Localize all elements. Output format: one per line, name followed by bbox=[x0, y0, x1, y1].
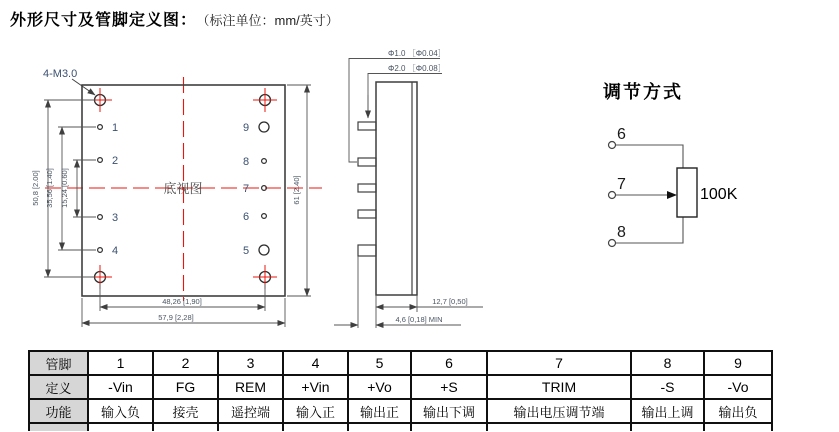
clipped-cell bbox=[631, 423, 704, 431]
pin-2-label: 2 bbox=[112, 155, 119, 167]
clipped-cell bbox=[348, 423, 411, 431]
pin-function-cell: 输出正 bbox=[348, 399, 411, 423]
page-title: 外形尺寸及管脚定义图： bbox=[10, 12, 198, 29]
pin-4-label: 4 bbox=[112, 245, 119, 257]
pin-number-cell: 2 bbox=[153, 351, 218, 375]
terminal-8-label: 8 bbox=[617, 224, 626, 241]
page-header bbox=[10, 7, 339, 30]
clipped-cell bbox=[411, 423, 487, 431]
terminal-6-label: 6 bbox=[617, 126, 626, 143]
pin-definition-cell: +S bbox=[411, 375, 487, 399]
pin-definition-cell: -S bbox=[631, 375, 704, 399]
dim-height-pins: 35,56 [1.40] bbox=[45, 168, 54, 208]
pin-6-label: 6 bbox=[242, 211, 250, 223]
pin-function-cell: 遥控端 bbox=[218, 399, 283, 423]
clipped-cell bbox=[218, 423, 283, 431]
dim-pin-dia-large: Φ2.0 ［Φ0.08］ bbox=[388, 64, 446, 73]
potentiometer bbox=[677, 168, 697, 217]
side-view-pins bbox=[358, 122, 376, 256]
mounting-hole-label: 4-M3.0 bbox=[43, 68, 78, 80]
pin-9-label: 9 bbox=[242, 122, 250, 134]
table-row-pin-numbers bbox=[29, 351, 772, 375]
clipped-cell bbox=[283, 423, 348, 431]
pin-function-cell: 输出下调 bbox=[411, 399, 487, 423]
row-header-pin: 管脚 bbox=[29, 351, 88, 375]
pin-8-label: 8 bbox=[242, 156, 250, 168]
dim-height-total: 61 [2.40] bbox=[292, 175, 301, 205]
dim-pin-length: 4,6 [0,18] MIN bbox=[395, 315, 443, 324]
clipped-cell bbox=[153, 423, 218, 431]
bottom-view bbox=[31, 68, 322, 327]
pin-number-cell: 3 bbox=[218, 351, 283, 375]
dim-height-outer: 50,8 [2.00] bbox=[31, 170, 40, 206]
side-view-body bbox=[376, 82, 417, 295]
pin-definition-cell: -Vin bbox=[88, 375, 153, 399]
clipped-cell bbox=[704, 423, 772, 431]
pot-value-label: 100K bbox=[700, 186, 738, 203]
adjust-diagram bbox=[603, 81, 738, 247]
table-row-clipped bbox=[29, 423, 772, 431]
dim-width-holes: 48,26 [1,90] bbox=[162, 297, 202, 306]
pin-definition-cell: +Vo bbox=[348, 375, 411, 399]
pin-number-cell: 8 bbox=[631, 351, 704, 375]
pin-dia-leaders bbox=[349, 59, 442, 163]
pin-1-label: 1 bbox=[112, 122, 119, 134]
view-name-label: 底视图 bbox=[163, 181, 203, 196]
pin-definition-table bbox=[28, 350, 773, 431]
dim-pin-dia-small: Φ1.0 ［Φ0.04］ bbox=[388, 49, 446, 58]
adjust-title: 调节方式 bbox=[603, 82, 683, 102]
dim-width-total: 57,9 [2,28] bbox=[158, 313, 194, 322]
technical-drawing bbox=[0, 35, 839, 347]
table-row-definitions bbox=[29, 375, 772, 399]
clipped-cell bbox=[29, 423, 88, 431]
pin-number-cell: 1 bbox=[88, 351, 153, 375]
pin-definition-cell: +Vin bbox=[283, 375, 348, 399]
adjust-terminals bbox=[609, 126, 627, 247]
dim-depth: 12,7 [0,50] bbox=[432, 297, 468, 306]
row-header-function: 功能 bbox=[29, 399, 88, 423]
pin-definition-cell: TRIM bbox=[487, 375, 631, 399]
pin-7-label: 7 bbox=[242, 183, 250, 195]
unit-note: （标注单位：mm/英寸） bbox=[203, 13, 339, 28]
side-view bbox=[334, 49, 483, 328]
pin-definition-cell: REM bbox=[218, 375, 283, 399]
clipped-cell bbox=[487, 423, 631, 431]
pin-5-label: 5 bbox=[242, 245, 250, 257]
pin-number-cell: 9 bbox=[704, 351, 772, 375]
terminal-7-label: 7 bbox=[617, 176, 626, 193]
row-header-definition: 定义 bbox=[29, 375, 88, 399]
pin-definition-cell: FG bbox=[153, 375, 218, 399]
pin-3-label: 3 bbox=[112, 212, 119, 224]
pin-number-cell: 5 bbox=[348, 351, 411, 375]
dim-height-inner: 15,24 [0.60] bbox=[60, 168, 69, 208]
clipped-cell bbox=[88, 423, 153, 431]
pin-function-cell: 输入正 bbox=[283, 399, 348, 423]
pin-function-cell: 输出电压调节端 bbox=[487, 399, 631, 423]
table-row-functions bbox=[29, 399, 772, 423]
pin-number-cell: 4 bbox=[283, 351, 348, 375]
pin-number-cell: 6 bbox=[411, 351, 487, 375]
pin-function-cell: 输入负 bbox=[88, 399, 153, 423]
pin-number-cell: 7 bbox=[487, 351, 631, 375]
wiper-arrow bbox=[667, 191, 677, 199]
pin-function-cell: 输出上调 bbox=[631, 399, 704, 423]
pin-definition-cell: -Vo bbox=[704, 375, 772, 399]
pin-function-cell: 输出负 bbox=[704, 399, 772, 423]
pin-function-cell: 接壳 bbox=[153, 399, 218, 423]
